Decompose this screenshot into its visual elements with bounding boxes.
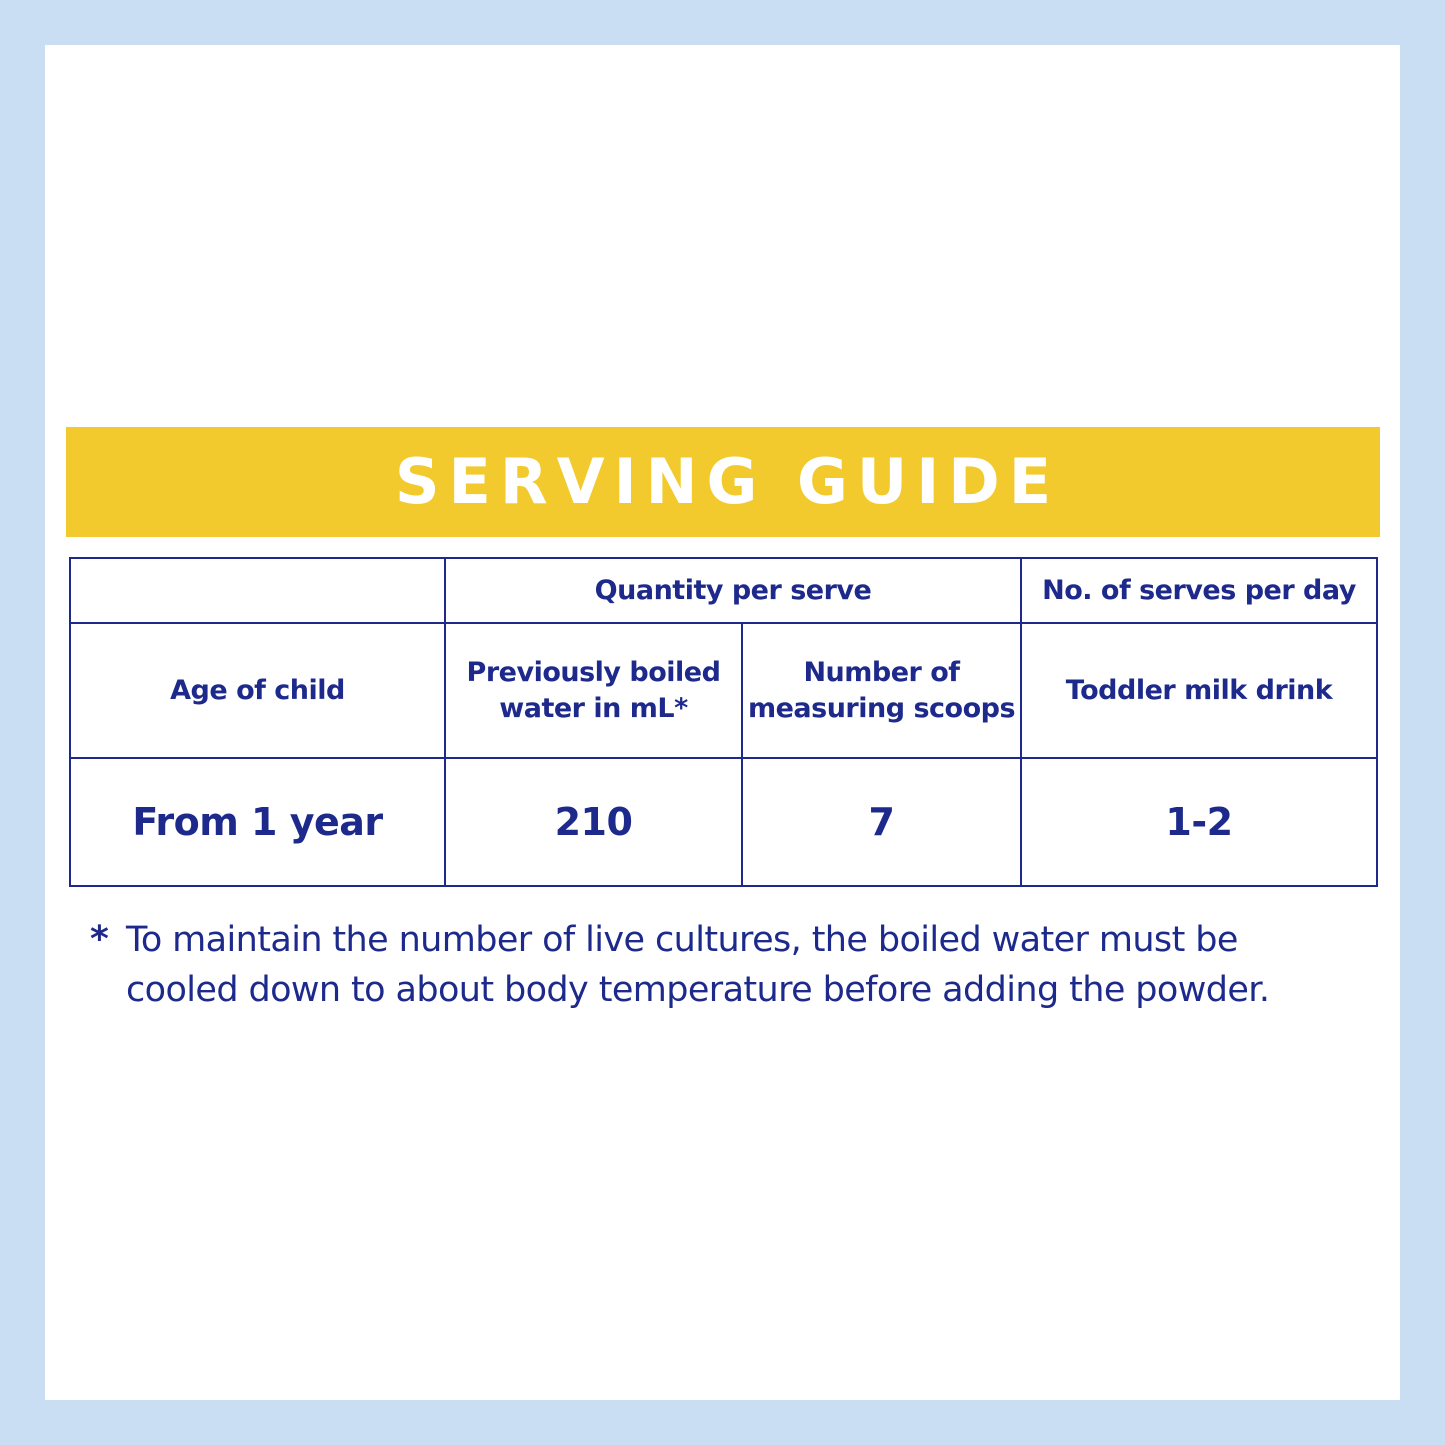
boiled-water-header: Previously boiled water in mL* xyxy=(445,623,742,758)
blank-header-cell xyxy=(70,558,445,623)
age-cell: From 1 year xyxy=(70,758,445,886)
age-of-child-header: Age of child xyxy=(70,623,445,758)
serving-guide-table xyxy=(69,557,1378,887)
footnote xyxy=(90,915,1380,1015)
serves-per-day-header: No. of serves per day xyxy=(1021,558,1377,623)
table-header-row xyxy=(70,558,1377,623)
quantity-per-serve-header: Quantity per serve xyxy=(445,558,1021,623)
water-ml-cell: 210 xyxy=(445,758,742,886)
asterisk-icon: * xyxy=(90,919,109,960)
footnote-line-2: cooled down to about body temperature before adding the powder. xyxy=(126,970,1270,1010)
scoops-cell: 7 xyxy=(742,758,1021,886)
serving-guide-banner xyxy=(66,427,1380,537)
serves-cell: 1-2 xyxy=(1021,758,1377,886)
table-row xyxy=(70,758,1377,886)
table-subheader-row xyxy=(70,623,1377,758)
measuring-scoops-header: Number of measuring scoops xyxy=(742,623,1021,758)
toddler-milk-drink-header: Toddler milk drink xyxy=(1021,623,1377,758)
footnote-line-1: To maintain the number of live cultures, the boiled water must be xyxy=(126,920,1238,960)
banner-title: SERVING GUIDE xyxy=(394,445,1061,518)
